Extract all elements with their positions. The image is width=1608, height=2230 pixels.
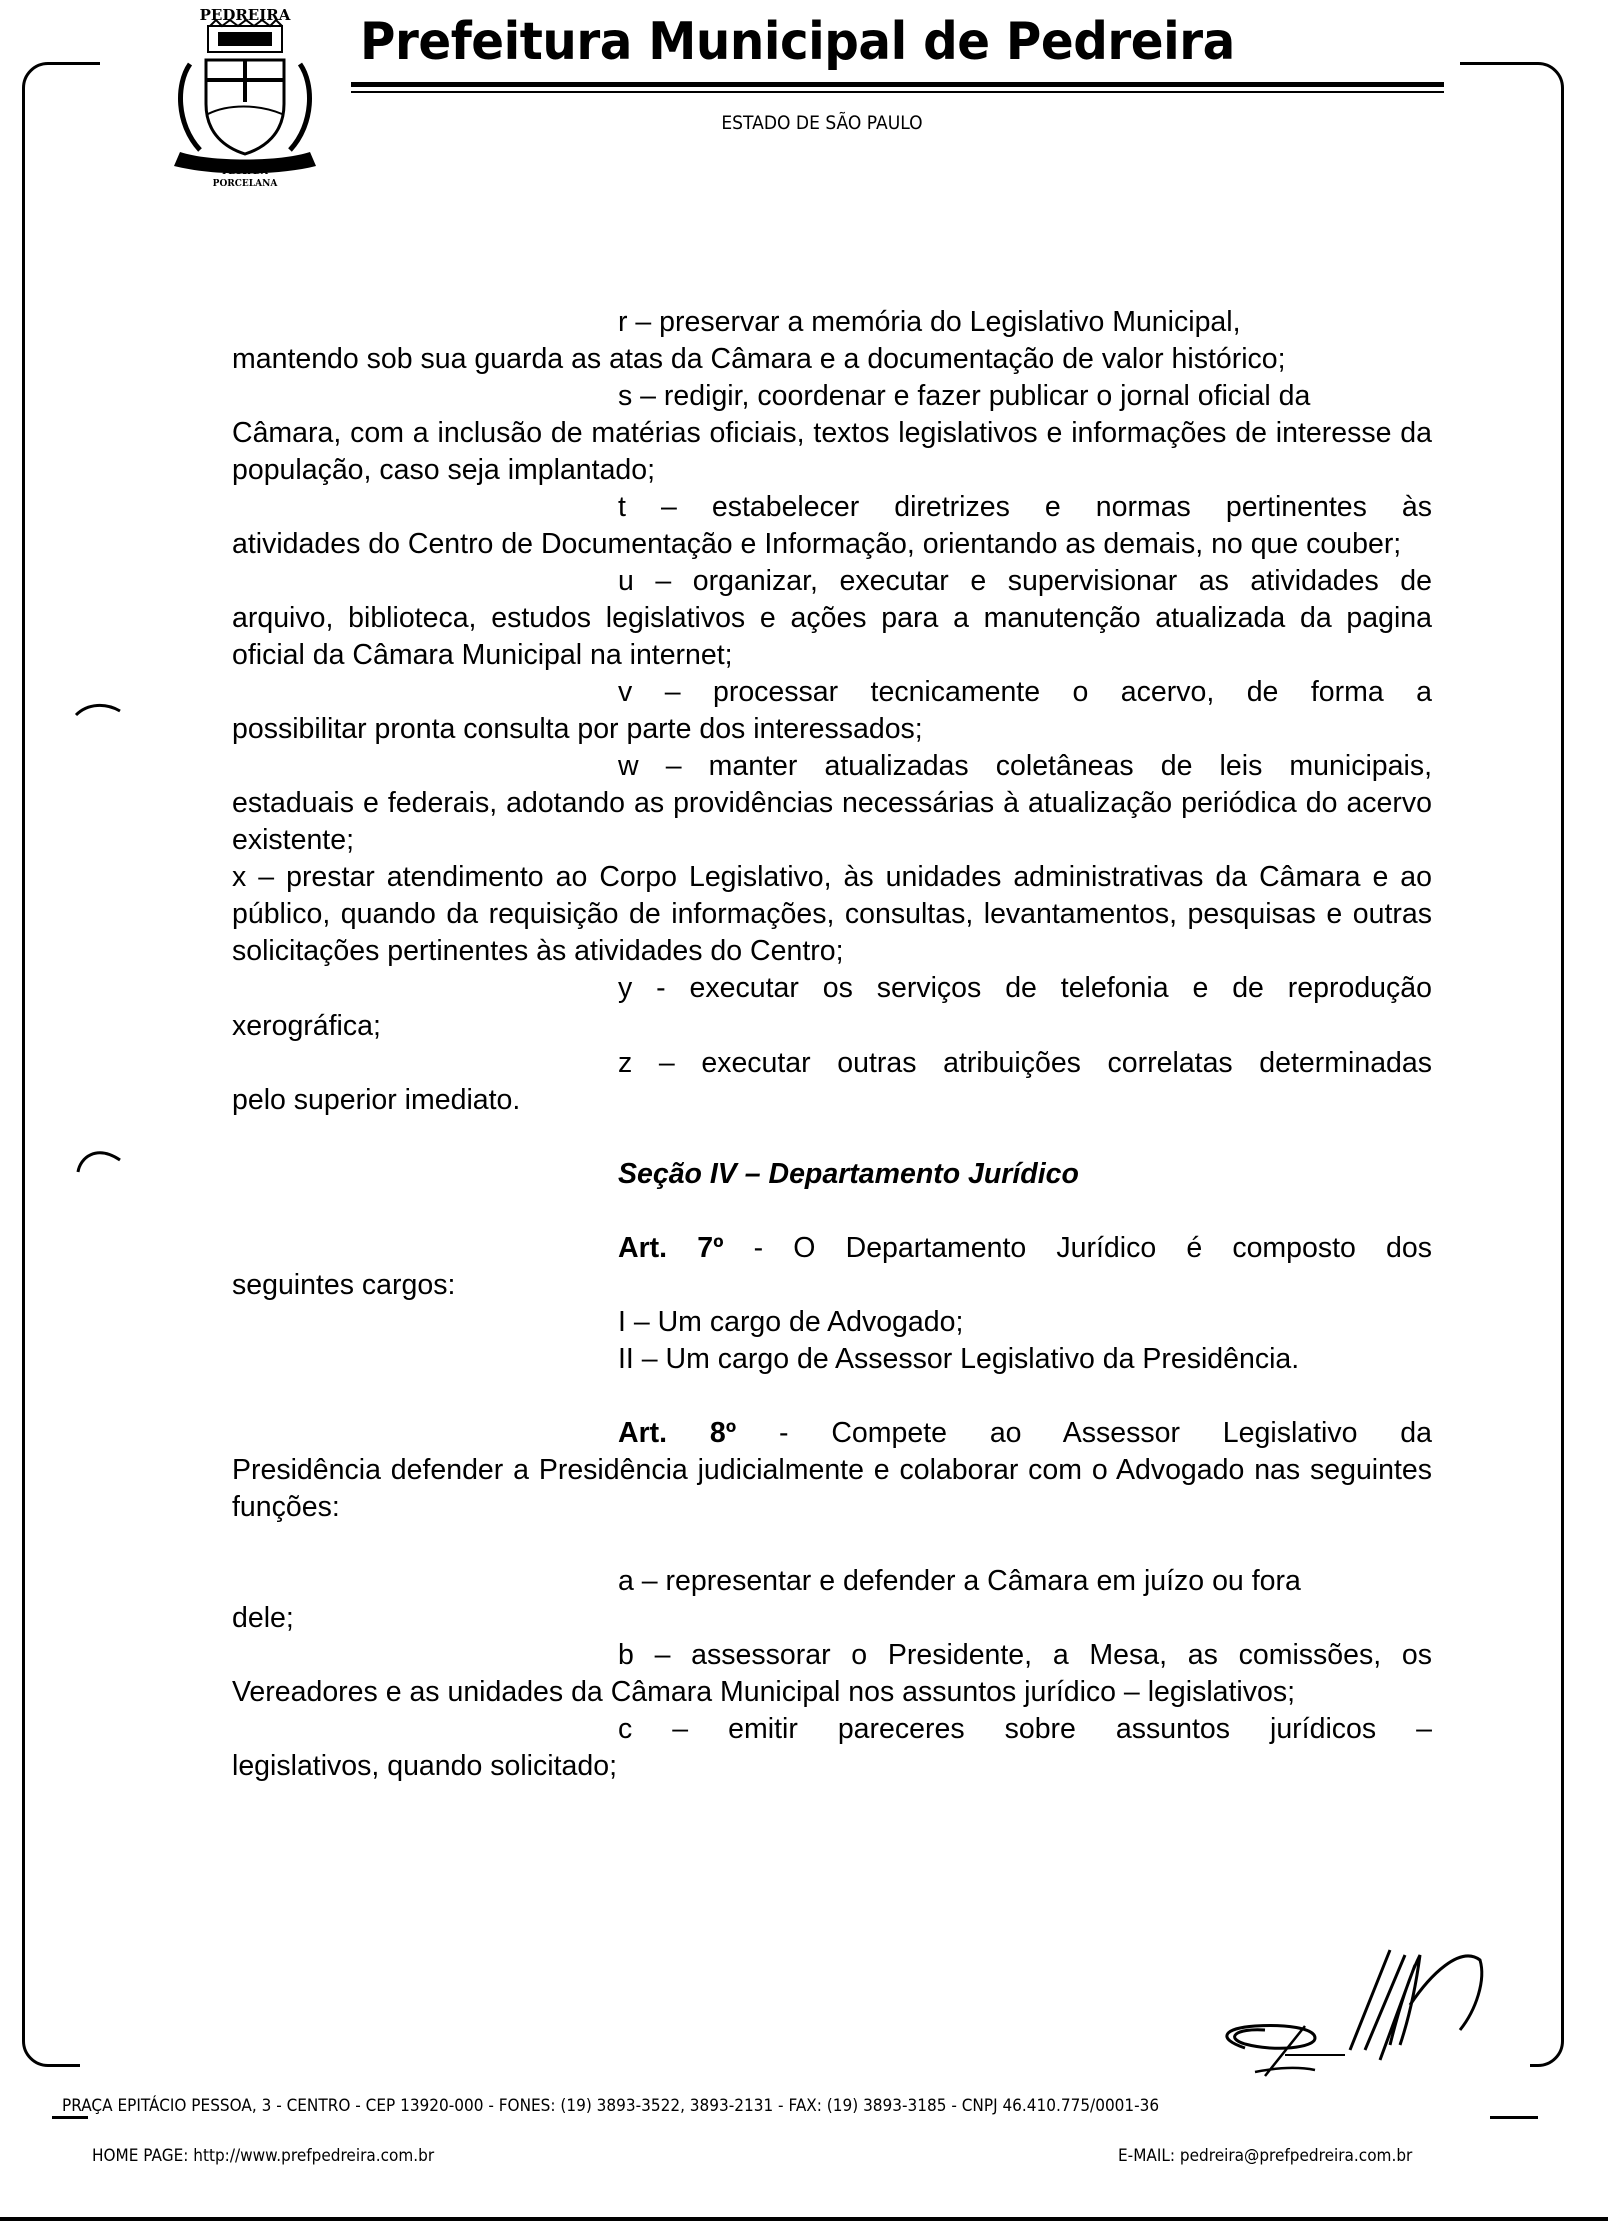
article-7-list-item-1: I – Um cargo de Advogado; xyxy=(618,1306,964,1338)
item-w-first: w – manter atualizadas coletâneas de leis municipais, xyxy=(618,750,1432,782)
page-subtitle xyxy=(80,112,1527,134)
article-7 xyxy=(232,1230,1432,1378)
item-v xyxy=(232,674,1432,748)
logo-motto-line-2: PORCELANA xyxy=(212,179,278,189)
item-x-text: x – prestar atendimento ao Corpo Legislativo, às unidades administrativas da Câmara e ao público, quando da requisição de informações, consultas, levantamentos, pesquisas e outras solicitações pertinentes às atividades do Centro; xyxy=(232,861,1432,967)
handwritten-signature-icon xyxy=(1185,1920,1525,2090)
article-8-item-a-rest: dele; xyxy=(232,1602,294,1634)
subtitle-text: ESTADO DE SÃO PAULO xyxy=(721,112,923,134)
article-8 xyxy=(232,1415,1432,1526)
coat-of-arms-icon xyxy=(160,2,330,192)
article-7-first-line xyxy=(232,1230,1432,1267)
item-z-first: z – executar outras atribuições correlatas determinadas xyxy=(618,1047,1432,1079)
item-w-rest: estaduais e federais, adotando as providências necessárias à atualização periódica do acervo existente; xyxy=(232,787,1432,856)
item-s-rest: Câmara, com a inclusão de matérias oficiais, textos legislativos e informações de interesse da população, caso seja implantado; xyxy=(232,417,1432,486)
item-y-rest: xerográfica; xyxy=(232,1010,381,1042)
item-s xyxy=(232,378,1432,489)
document-body xyxy=(232,304,1432,1785)
footer-address: PRAÇA EPITÁCIO PESSOA, 3 - CENTRO - CEP 13920-000 - FONES: (19) 3893-3522, 3893-2131 - FAX: (19) 3893-3185 - CNPJ 46.410.775/0001-36 xyxy=(62,2096,1160,2116)
article-7-list-item-2: II – Um cargo de Assessor Legislativo da Presidência. xyxy=(618,1343,1300,1375)
item-t-first: t – estabelecer diretrizes e normas pertinentes às xyxy=(618,491,1432,523)
item-r xyxy=(232,304,1432,378)
article-8-item-a xyxy=(232,1563,1432,1637)
homepage-label: HOME PAGE: xyxy=(92,2146,189,2166)
article-7-label: Art. 7º xyxy=(618,1232,724,1264)
spacer xyxy=(232,1526,1432,1563)
spacer xyxy=(232,1378,1432,1415)
footer-right-rule xyxy=(1490,2116,1538,2119)
title-underline-thin xyxy=(351,91,1444,93)
article-8-label: Art. 8º xyxy=(618,1417,737,1449)
article-8-item-c xyxy=(232,1711,1432,1785)
article-8-item-b-first: b – assessorar o Presidente, a Mesa, as comissões, os xyxy=(618,1639,1432,1671)
item-z xyxy=(232,1045,1432,1119)
section-title: Seção IV – Departamento Jurídico xyxy=(618,1158,1079,1190)
email-link[interactable]: pedreira@prefpedreira.com.br xyxy=(1179,2146,1413,2166)
item-u xyxy=(232,563,1432,674)
page-title: Prefeitura Municipal de Pedreira xyxy=(360,12,1235,72)
article-8-text: - Compete ao Assessor Legislativo da xyxy=(736,1417,1433,1449)
margin-mark-icon xyxy=(74,1138,124,1178)
margin-mark-icon xyxy=(74,700,124,720)
item-u-first: u – organizar, executar e supervisionar as atividades de xyxy=(618,565,1432,597)
footer-email xyxy=(1118,2146,1412,2166)
item-u-rest: arquivo, biblioteca, estudos legislativos e ações para a manutenção atualizada da pagina oficial da Câmara Municipal na internet; xyxy=(232,602,1432,671)
item-w xyxy=(232,748,1432,859)
article-8-item-b-rest: Vereadores e as unidades da Câmara Municipal nos assuntos jurídico – legislativos; xyxy=(232,1676,1296,1708)
article-7-rest: seguintes cargos: xyxy=(232,1269,456,1301)
item-r-first: r – preservar a memória do Legislativo Municipal, xyxy=(618,306,1241,338)
article-8-item-b xyxy=(232,1637,1432,1711)
email-label: E-MAIL: xyxy=(1118,2146,1176,2166)
article-8-first-line xyxy=(232,1415,1432,1452)
article-8-item-a-first: a – representar e defender a Câmara em juízo ou fora xyxy=(618,1565,1301,1597)
item-v-rest: possibilitar pronta consulta por parte dos interessados; xyxy=(232,713,923,745)
item-t xyxy=(232,489,1432,563)
footer-homepage xyxy=(92,2146,434,2166)
item-t-rest: atividades do Centro de Documentação e Informação, orientando as demais, no que couber; xyxy=(232,528,1402,560)
item-z-rest: pelo superior imediato. xyxy=(232,1084,521,1116)
bottom-rule xyxy=(0,2217,1608,2221)
item-y xyxy=(232,970,1432,1045)
article-8-item-c-first: c – emitir pareceres sobre assuntos jurídicos – xyxy=(618,1713,1432,1745)
item-y-first: y - executar os serviços de telefonia e de reprodução xyxy=(618,972,1432,1004)
article-8-rest: Presidência defender a Presidência judicialmente e colaborar com o Advogado nas seguintes funções: xyxy=(232,1454,1432,1523)
item-x xyxy=(232,859,1432,970)
title-underline xyxy=(351,82,1444,87)
homepage-link[interactable]: http://www.prefpedreira.com.br xyxy=(193,2146,435,2166)
item-r-rest: mantendo sob sua guarda as atas da Câmara e a documentação de valor histórico; xyxy=(232,343,1286,375)
footer-left-rule xyxy=(52,2116,88,2119)
item-v-first: v – processar tecnicamente o acervo, de forma a xyxy=(618,676,1432,708)
spacer xyxy=(232,1193,1432,1230)
logo-motto-line-1: FLOR DA xyxy=(222,167,268,177)
article-7-text: - O Departamento Jurídico é composto dos xyxy=(723,1232,1432,1264)
item-s-first: s – redigir, coordenar e fazer publicar o jornal oficial da xyxy=(618,380,1311,412)
spacer xyxy=(232,1119,1432,1156)
article-8-item-c-rest: legislativos, quando solicitado; xyxy=(232,1750,617,1782)
logo-top-text: PEDREIRA xyxy=(199,6,291,24)
